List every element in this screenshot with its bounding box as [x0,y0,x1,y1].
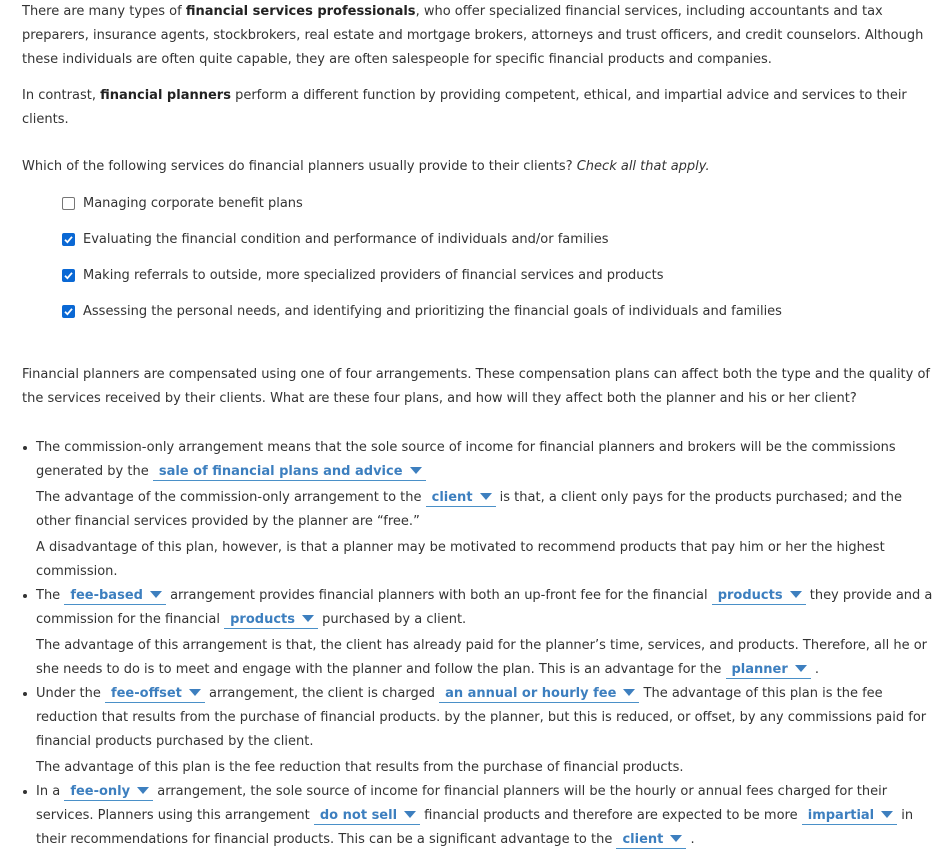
caret-down-icon [150,591,162,598]
dropdown-annual-or-hourly-fee[interactable]: an annual or hourly fee [439,685,639,703]
dropdown-fee-based[interactable]: fee-based [64,587,166,605]
content [22,0,934,852]
caret-down-icon [795,665,807,672]
question-hint: Check all that apply. [576,159,710,174]
dropdown-fee-only[interactable]: fee-only [64,783,153,801]
commission-advantage: The advantage of the commission-only arrangement to the client is that, a client only pays for the products purchased; and the other financial services provided by the planner are “free.” [36,490,902,529]
checkbox-checked[interactable] [62,233,75,246]
dropdown-sale-of-financial-plans[interactable]: sale of financial plans and advice [153,463,426,481]
compensation-bullets [22,436,934,852]
checkbox-unchecked[interactable] [62,197,75,210]
option-item[interactable] [62,197,934,233]
option-item[interactable] [62,305,934,341]
options-list [62,197,934,341]
option-label: Assessing the personal needs, and identifying and prioritizing the financial goals of individuals and families [83,304,782,319]
fee-based-advantage: The advantage of this arrangement is that, the client has already paid for the planner’s time, services, and products. Therefore, all he or she needs to do is to meet and engage with the planner and follow the plan. This is an advantage for the planner . [36,638,928,677]
caret-down-icon [881,811,893,818]
dropdown-impartial[interactable]: impartial [802,807,897,825]
option-item[interactable] [62,269,934,305]
question-text: Which of the following services do financial planners usually provide to their clients? Check all that apply. [22,159,710,174]
checkbox-checked[interactable] [62,269,75,282]
bullet-fee-offset: Under the fee-offset arrangement, the client is charged an annual or hourly fee The advantage of this plan is the fee reduction that results from the purchase of financial products. by the planner, but this is reduced, or offset, by any commissions paid for financial products purchased by the client. The advantage of this plan is the fee reduction that results from the purchase of financial products. [22,682,934,780]
dropdown-client[interactable]: client [616,831,686,849]
caret-down-icon [302,615,314,622]
dropdown-client[interactable]: client [426,489,496,507]
caret-down-icon [480,493,492,500]
checkbox-checked[interactable] [62,305,75,318]
bullet-commission-only: The commission-only arrangement means that the sole source of income for financial planners and brokers will be the commissions generated by the sale of financial plans and advice The advantage of the commission-only arrangement to the client is that, a client only pays for the products purchased; and the other financial services provided by the planner are “free.” A disadvantage of this plan, however, is that a planner may be motivated to recommend products that pay him or her the highest commission. [22,436,934,584]
commission-disadvantage: A disadvantage of this plan, however, is that a planner may be motivated to recommend products that pay him or her the highest commission. [36,540,885,579]
bullet-fee-based: The fee-based arrangement provides financial planners with both an up-front fee for the financial products they provide and a commission for the financial products purchased by a client. The advantage of this arrangement is that, the client has already paid for the planner’s time, services, and products. Therefore, all he or she needs to do is to meet and engage with the planner and follow the plan. This is an advantage for the planner . [22,584,934,682]
fee-offset-advantage: The advantage of this plan is the fee reduction that results from the purchase of financial products. [36,760,684,775]
bullet-fee-only: In a fee-only arrangement, the sole source of income for financial planners will be the hourly or annual fees charged for their services. Planners using this arrangement do not sell financial products and therefore are expected to be more impartial in their recommendations for financial products. This can be a significant advantage to the client . [22,780,934,852]
check-icon [63,306,74,317]
caret-down-icon [410,467,422,474]
caret-down-icon [137,787,149,794]
dropdown-fee-offset[interactable]: fee-offset [105,685,205,703]
dropdown-planner[interactable]: planner [726,661,811,679]
dropdown-products[interactable]: products [224,611,318,629]
intro-paragraph-1: There are many types of financial services professionals, who offer specialized financial services, including accountants and tax preparers, insurance agents, stockbrokers, real estate and mortgage brokers, attorneys and trust officers, and credit counselors. Although these individuals are often quite capable, they are often salespeople for specific financial products and companies. [22,4,924,67]
caret-down-icon [189,689,201,696]
check-icon [63,270,74,281]
caret-down-icon [623,689,635,696]
intro-paragraph-2: In contrast, financial planners perform a different function by providing competent, ethical, and impartial advice and services to their clients. [22,88,907,127]
option-label: Managing corporate benefit plans [83,196,303,211]
option-item[interactable] [62,233,934,269]
option-label: Evaluating the financial condition and performance of individuals and/or families [83,232,609,247]
dropdown-products[interactable]: products [712,587,806,605]
caret-down-icon [670,835,682,842]
option-label: Making referrals to outside, more specialized providers of financial services and products [83,268,664,283]
caret-down-icon [404,811,416,818]
compensation-intro: Financial planners are compensated using one of four arrangements. These compensation plans can affect both the type and the quality of the services received by their clients. What are these four plans, and how will they affect both the planner and his or her client? [22,367,931,406]
caret-down-icon [790,591,802,598]
check-icon [63,234,74,245]
dropdown-do-not-sell[interactable]: do not sell [314,807,420,825]
